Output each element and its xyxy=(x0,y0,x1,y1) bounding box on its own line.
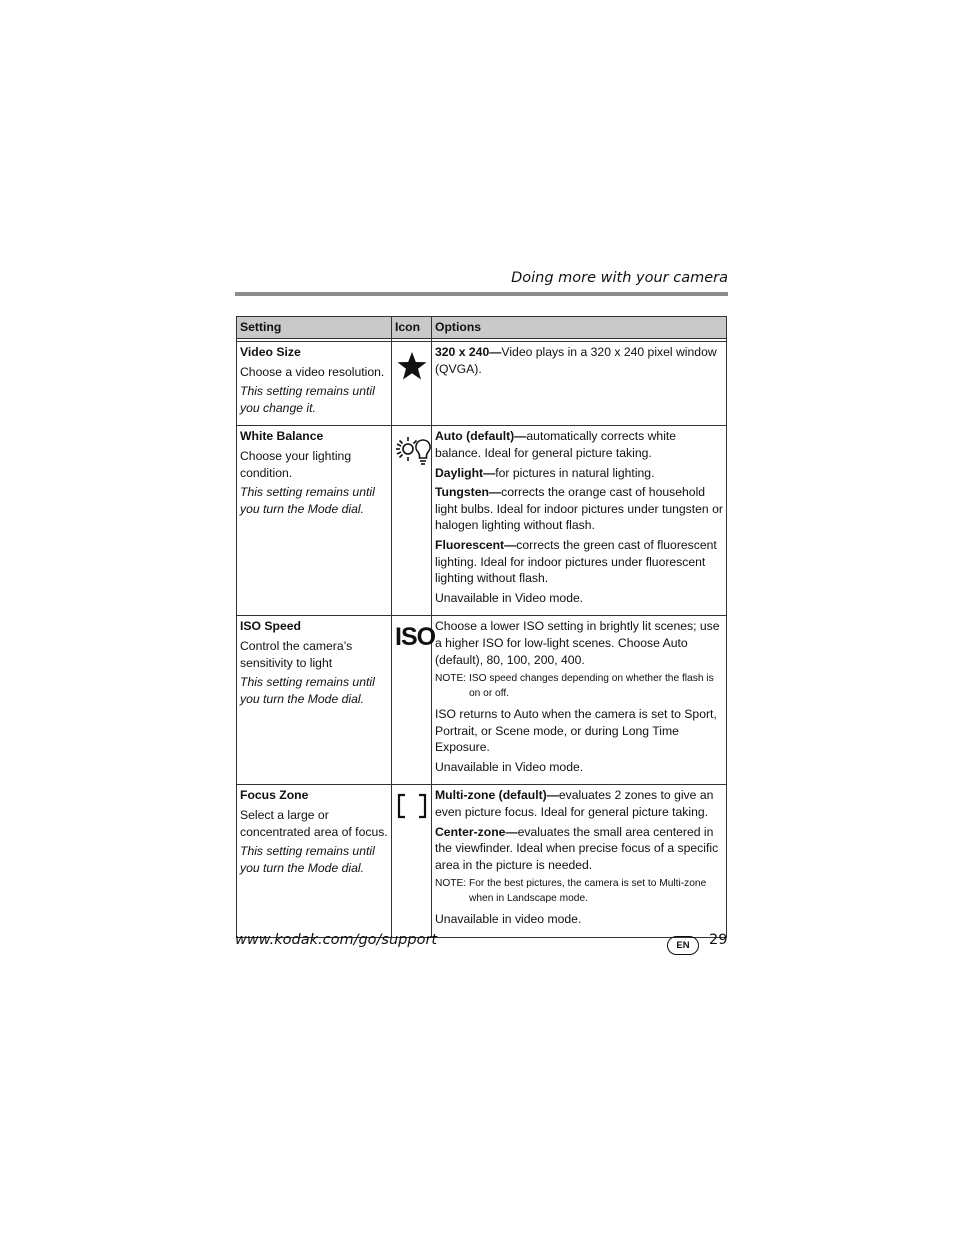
options-cell xyxy=(432,426,727,616)
option-extra: Unavailable in Video mode. xyxy=(435,759,584,774)
option-item: Center-zone—evaluates the small area centered in the viewfinder. Ideal when precise focus of a specific area in the picture is needed. xyxy=(435,824,719,872)
header-options: Options xyxy=(432,317,727,339)
setting-note: This setting remains until you turn the Mode dial. xyxy=(240,844,375,875)
note-text: ISO speed changes depending on whether the flash is on or off. xyxy=(469,673,714,700)
header-rule xyxy=(235,292,728,296)
language-badge: EN xyxy=(667,936,699,955)
page-header-title: Doing more with your camera xyxy=(511,270,728,286)
header-icon: Icon xyxy=(392,317,432,339)
options-cell xyxy=(432,785,727,938)
option-item: 320 x 240—Video plays in a 320 x 240 pixel window (QVGA). xyxy=(435,345,717,376)
page-number: 29 xyxy=(709,932,728,948)
settings-table xyxy=(236,316,727,938)
setting-cell xyxy=(237,342,392,426)
icon-cell xyxy=(392,785,432,938)
header-setting: Setting xyxy=(237,317,392,339)
setting-note: This setting remains until you turn the Mode dial. xyxy=(240,675,375,706)
option-note xyxy=(435,671,723,701)
setting-cell xyxy=(237,426,392,616)
icon-cell xyxy=(392,426,432,616)
setting-desc: Control the camera’s sensitivity to light xyxy=(240,638,353,670)
note-label: NOTE: xyxy=(435,673,467,685)
note-text: For the best pictures, the camera is set to Multi-zone when in Landscape mode. xyxy=(469,878,707,905)
iso-icon: ISO xyxy=(395,623,436,652)
setting-cell xyxy=(237,616,392,785)
option-item: Tungsten—corrects the orange cast of household light bulbs. Ideal for indoor pictures under tungsten or halogen lighting without flash. xyxy=(435,485,723,533)
setting-desc: Choose your lighting condition. xyxy=(240,448,352,480)
table-row xyxy=(237,426,727,616)
star-icon xyxy=(396,350,428,382)
focus-brackets-icon xyxy=(396,793,428,819)
option-item: Daylight—for pictures in natural lighting. xyxy=(435,465,655,480)
table-row xyxy=(237,785,727,938)
option-intro: Choose a lower ISO setting in brightly lit scenes; use a higher ISO for low-light scenes. Choose Auto (default), 80, 100, 200, 400. xyxy=(435,619,720,667)
option-extra: Unavailable in Video mode. xyxy=(435,590,584,605)
option-para: ISO returns to Auto when the camera is set to Sport, Portrait, or Scene mode, or during Long Time Exposure. xyxy=(435,707,717,755)
icon-cell xyxy=(392,342,432,426)
option-item: Auto (default)—automatically corrects white balance. Ideal for general picture taking. xyxy=(435,429,677,460)
table-row xyxy=(237,342,727,426)
setting-note: This setting remains until you change it. xyxy=(240,384,375,415)
options-cell xyxy=(432,342,727,426)
setting-note: This setting remains until you turn the Mode dial. xyxy=(240,485,375,516)
setting-desc: Select a large or concentrated area of focus. xyxy=(240,808,388,839)
setting-desc: Choose a video resolution. xyxy=(240,364,385,379)
setting-cell xyxy=(237,785,392,938)
setting-name: ISO Speed xyxy=(240,619,301,634)
option-note xyxy=(435,876,723,906)
setting-name: Focus Zone xyxy=(240,788,309,803)
setting-name: Video Size xyxy=(240,345,301,359)
setting-name: White Balance xyxy=(240,429,324,444)
note-label: NOTE: xyxy=(435,878,467,890)
option-item: Fluorescent—corrects the green cast of fluorescent lighting. Ideal for indoor pictures under fluorescent lighting without flash. xyxy=(435,537,717,586)
option-extra: Unavailable in video mode. xyxy=(435,912,582,927)
options-cell xyxy=(432,616,727,785)
support-url: www.kodak.com/go/support xyxy=(235,932,438,948)
sun-bulb-icon xyxy=(395,434,433,468)
option-item: Multi-zone (default)—evaluates 2 zones to give an even picture focus. Ideal for general picture taking. xyxy=(435,788,714,820)
icon-cell xyxy=(392,616,436,785)
table-row xyxy=(237,616,727,785)
table-header-row xyxy=(237,317,727,339)
